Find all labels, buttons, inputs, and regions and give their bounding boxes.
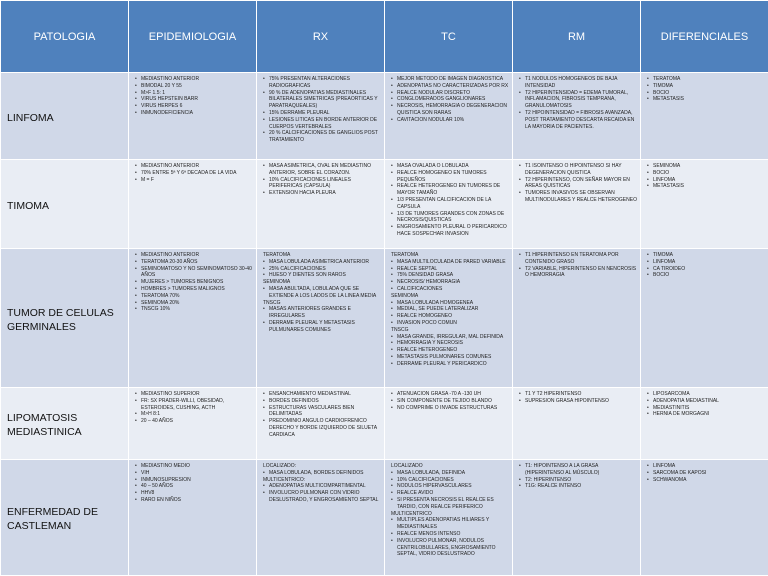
cell-rx: [257, 249, 385, 388]
bullet-item: • INVASION POCO COMUN: [397, 320, 509, 327]
subheading: MULTICENTRICO:: [263, 477, 381, 484]
pathology-name: LINFOMA: [1, 73, 129, 160]
bullet-list: [646, 76, 765, 103]
cell-dif: [641, 249, 768, 388]
cell-tc: [385, 460, 513, 576]
bullet-item: • BOCIO: [653, 170, 765, 177]
bullet-list: [390, 252, 509, 368]
bullet-item: • INMUNOSUPRESION: [141, 477, 253, 484]
cell-rm: [513, 388, 641, 460]
bullet-item: • TUMORES INVASIVOS SE OBSERVAN MULTINODULARES Y REALCE HETEROGENEO: [525, 190, 637, 204]
bullet-item: • INMUNODEFICIENCIA: [141, 110, 253, 117]
subheading: TERATOMA: [391, 252, 509, 259]
bullet-item: • RARO EN NIÑOS: [141, 497, 253, 504]
bullet-item: • LINFOMA: [653, 463, 765, 470]
bullet-item: • CA TIROIDEO: [653, 266, 765, 273]
bullet-item: • ADENOPATIAS MULTICOMPARTIMENTAL: [269, 483, 381, 490]
table-row: [1, 160, 768, 249]
subheading: LOCALIZADO: [391, 463, 509, 470]
bullet-item: • METASTASIS: [653, 96, 765, 103]
cell-epi: [129, 160, 257, 249]
bullet-item: • 75% DENSIDAD GRASA: [397, 272, 509, 279]
cell-rm: [513, 73, 641, 160]
bullet-list: [134, 391, 253, 425]
bullet-list: [390, 163, 509, 238]
bullet-list: [518, 252, 637, 279]
pathology-name: LIPOMATOSIS MEDIASTINICA: [1, 388, 129, 460]
cell-epi: [129, 73, 257, 160]
bullet-item: • T1G: REALCE INTENSO: [525, 483, 637, 490]
header-diferenciales: DIFERENCIALES: [641, 1, 768, 73]
bullet-list: [262, 391, 381, 439]
bullet-item: • CAVITACION NODULAR 10%: [397, 117, 509, 124]
pathology-name: TIMOMA: [1, 160, 129, 249]
cell-tc: [385, 388, 513, 460]
bullet-item: • 20 % CALCIFICACIONES DE GANGLIOS POST TRATAMIENTO: [269, 130, 381, 144]
bullet-item: • T2 HIPERINTENSIDAD = EDEMA TUMORAL, INFLAMACION, FIBROSIS TEMPRANA, GRANULOMATOSIS: [525, 90, 637, 110]
table-row: [1, 460, 768, 576]
bullet-item: • HUESO Y DIENTES SON RAROS: [269, 272, 381, 279]
bullet-item: • MASA ABULTADA, LOBULADA QUE SE EXTIENDE A LOS LADOS DE LA LINEA MEDIA: [269, 286, 381, 300]
bullet-item: • MEDIASTINITIS: [653, 405, 765, 412]
pathology-name: TUMOR DE CELULAS GERMINALES: [1, 249, 129, 388]
cell-rx: [257, 388, 385, 460]
bullet-item: • 75% PRESENTAN ALTERACIONES RADIOGRAFICAS: [269, 76, 381, 90]
bullet-item: • ADENOPATIAS NO CARACTERIZADAS POR RX: [397, 83, 509, 90]
bullet-item: • HERNIA DE MORGAGNI: [653, 411, 765, 418]
bullet-item: • DERRAME PLEURAL Y PERICARDICO: [397, 361, 509, 368]
bullet-item: • M>H 8:1: [141, 411, 253, 418]
bullet-list: [134, 252, 253, 313]
bullet-item: • MEJOR METODO DE IMAGEN DIAGNOSTICA: [397, 76, 509, 83]
bullet-item: • 70% ENTRE 5ª Y 6ª DECADA DE LA VIDA: [141, 170, 253, 177]
bullet-item: • T2 HIPERINTENSO, CON SEÑAR MAYOR EN AREAS QUISTICAS: [525, 177, 637, 191]
bullet-list: [518, 463, 637, 490]
bullet-item: • M>F 1.5: 1: [141, 90, 253, 97]
cell-rx: [257, 460, 385, 576]
bullet-item: • BIMODAL 20 Y 55: [141, 83, 253, 90]
bullet-item: • VIRUS HEPSTEIN BARR: [141, 96, 253, 103]
bullet-item: • SEMINOMA: [653, 163, 765, 170]
bullet-item: • MASA LOBULADA, DEFINIDA: [397, 470, 509, 477]
bullet-item: • 20 – 40 AÑOS: [141, 418, 253, 425]
bullet-item: • TIMOMA: [653, 83, 765, 90]
bullet-item: • MEDIASTINO SUPERIOR: [141, 391, 253, 398]
bullet-list: [646, 252, 765, 279]
bullet-item: • INVOLUCRO PULMONAR CON VIDRIO DESLUSTRADO, Y ENGROSAMIENTO SEPTAL: [269, 490, 381, 504]
bullet-list: [262, 252, 381, 334]
bullet-item: • T1 HIPERINTENSO EN TERATOMA POR CONTENIDO GRASO: [525, 252, 637, 266]
bullet-item: • MULTIPLES ADENOPATIAS HILIARES Y MEDIASTINALES: [397, 517, 509, 531]
bullet-item: • REALCE HOMOGENEO: [397, 313, 509, 320]
cell-epi: [129, 388, 257, 460]
cell-rm: [513, 460, 641, 576]
bullet-item: • T2: HIPERINTENSO: [525, 477, 637, 484]
table-row: [1, 388, 768, 460]
bullet-item: • MUJERES > TUMORES BENIGNOS: [141, 279, 253, 286]
header-patologia: PATOLOGIA: [1, 1, 129, 73]
cell-rx: [257, 160, 385, 249]
bullet-item: • 40 – 50 AÑOS: [141, 483, 253, 490]
bullet-item: • REALCE HETEROGENEO EN TUMORES DE MAYOR TAMAÑO: [397, 183, 509, 197]
header-tc: TC: [385, 1, 513, 73]
bullet-item: • ADENOPATIA MEDIASTINAL: [653, 398, 765, 405]
subheading: TERATOMA: [263, 252, 381, 259]
bullet-item: • NO COMPRIME O INVADE ESTRUCTURAS: [397, 405, 509, 412]
cell-tc: [385, 249, 513, 388]
bullet-item: • MASA GRANDE, IRREGULAR, MAL DEFINIDA: [397, 334, 509, 341]
bullet-item: • HHV8: [141, 490, 253, 497]
table-row: [1, 73, 768, 160]
bullet-item: • REALCE AVIDO: [397, 490, 509, 497]
subheading: TNSCG: [391, 327, 509, 334]
bullet-list: [134, 463, 253, 504]
bullet-item: • ATENUACION GRASA -70 A -130 UH: [397, 391, 509, 398]
bullet-item: • MEDIASTINO ANTERIOR: [141, 163, 253, 170]
header-rx: RX: [257, 1, 385, 73]
bullet-list: [262, 163, 381, 197]
subheading: LOCALIZADO:: [263, 463, 381, 470]
bullet-item: • MASAS ANTERIORES GRANDES E IRREGULARES: [269, 306, 381, 320]
bullet-item: • 10% CALCIFICACIONES: [397, 477, 509, 484]
bullet-item: • T2 HIPOINTENSIDAD = FIBROSIS AVANZADA, POST TRATAMIENTO DESCARTA RECAIDA EN LA MAYORIA DE PACIENTES.: [525, 110, 637, 130]
subheading: SEMINOMA: [391, 293, 509, 300]
bullet-item: • VIRUS HERPES 6: [141, 103, 253, 110]
bullet-item: • M = F: [141, 177, 253, 184]
cell-epi: [129, 249, 257, 388]
bullet-item: • NODULOS HIPERVASCULARES: [397, 483, 509, 490]
subheading: SEMINOMA: [263, 279, 381, 286]
cell-dif: [641, 460, 768, 576]
bullet-item: • LINFOMA: [653, 259, 765, 266]
bullet-list: [518, 391, 637, 405]
bullet-item: • BOCIO: [653, 90, 765, 97]
bullet-item: • BOCIO: [653, 272, 765, 279]
bullet-item: • REALCE MENOS INTENSO: [397, 531, 509, 538]
bullet-list: [646, 463, 765, 483]
bullet-item: • TERATOMA 70%: [141, 293, 253, 300]
bullet-list: [262, 463, 381, 504]
bullet-item: • MASA ASIMETRICA, OVAL EN MEDIASTINO ANTERIOR, SOBRE EL CORAZON.: [269, 163, 381, 177]
bullet-item: • LESIONES LITICAS EN BORDE ANTERIOR DE CUERPOS VERTEBRALES: [269, 117, 381, 131]
bullet-list: [262, 76, 381, 144]
bullet-item: • MASA LOBULADA ASIMETRICA ANTERIOR: [269, 259, 381, 266]
bullet-item: • ENSANCHAMIENTO MEDIASTINAL: [269, 391, 381, 398]
cell-rm: [513, 249, 641, 388]
bullet-item: • BORDES DEFINIDOS: [269, 398, 381, 405]
subheading: MULTICENTRICO: [391, 511, 509, 518]
bullet-list: [390, 76, 509, 124]
bullet-item: • 25% CALCIFICACIONES: [269, 266, 381, 273]
bullet-list: [646, 391, 765, 418]
bullet-item: • REALCE SEPTAL: [397, 266, 509, 273]
bullet-item: • MEDIASTINO ANTERIOR: [141, 76, 253, 83]
bullet-item: • MASA OVALADA O LOBULADA: [397, 163, 509, 170]
bullet-item: • SI PRESENTA NECROSIS EL REALCE ES TARDIO, CON REALCE PERIFERICO: [397, 497, 509, 511]
bullet-item: • SIN COMPONENTE DE TEJIDO BLANDO: [397, 398, 509, 405]
bullet-item: • METASTASIS: [653, 183, 765, 190]
cell-tc: [385, 160, 513, 249]
bullet-list: [518, 163, 637, 204]
bullet-list: [390, 391, 509, 411]
bullet-item: • LINFOMA: [653, 177, 765, 184]
bullet-item: • T1 ISOINTENSO O HIPOINTENSO SI HAY DEGENERACION QUISTICA: [525, 163, 637, 177]
bullet-item: • MEDIASTINO MEDIO: [141, 463, 253, 470]
bullet-item: • ENGROSAMIENTO PLEURAL O PERICARDICO HACE SOSPECHAR INVASION: [397, 224, 509, 238]
bullet-item: • SCHWANOMA: [653, 477, 765, 484]
bullet-item: • 15% DERRAME PLEURAL: [269, 110, 381, 117]
bullet-item: • INVOLUCRO PULMONAR, NODULOS CENTRILOBULLARES, ENGROSAMIENTO SEPTAL, VIDRIO DESLUSTRADO: [397, 538, 509, 558]
bullet-item: • SEMINOMATOSO Y NO SEMINOMATOSO 30-40 AÑOS: [141, 266, 253, 280]
bullet-item: • PREDOMINIO ANGULO CARDIOFRENICO DERECHO Y BORDE IZQUIERDO DE SILUETA CARDIACA: [269, 418, 381, 438]
bullet-item: • LIPOSARCOMA: [653, 391, 765, 398]
bullet-item: • REALCE HOMOGENEO EN TUMORES PEQUEÑOS: [397, 170, 509, 184]
bullet-item: • 1/3 DE TUMORES GRANDES CON ZONAS DE NECROSIS/QUISTICAS: [397, 211, 509, 225]
table-row: [1, 249, 768, 388]
cell-tc: [385, 73, 513, 160]
bullet-item: • HEMORRAGIA Y NECROSIS: [397, 340, 509, 347]
bullet-item: • SEMINOMA 20%: [141, 300, 253, 307]
cell-dif: [641, 73, 768, 160]
pathology-name: ENFERMEDAD DE CASTLEMAN: [1, 460, 129, 576]
bullet-list: [134, 163, 253, 183]
cell-epi: [129, 460, 257, 576]
header-row: [1, 1, 768, 73]
bullet-item: • SUPRESION GRASA HIPOINTENSO: [525, 398, 637, 405]
bullet-item: • 10% CALCIFICACIONES LINEALES PERIFERICAS (CAPSULA): [269, 177, 381, 191]
subheading: TNSCG: [263, 300, 381, 307]
cell-rm: [513, 160, 641, 249]
bullet-item: • MASA MULTILOCULADA DE PARED VARIABLE: [397, 259, 509, 266]
cell-dif: [641, 388, 768, 460]
bullet-item: • 90 % DE ADENOPATIAS MEDIASTINALES BILATERALES SIMETRICAS (PREAORTICAS Y PARATRAQUEALES): [269, 90, 381, 110]
bullet-item: • TERATOMA 20-30 AÑOS: [141, 259, 253, 266]
bullet-item: • TNSCG 10%: [141, 306, 253, 313]
bullet-item: • REALCE NODULAR DISCRETO: [397, 90, 509, 97]
cell-rx: [257, 73, 385, 160]
bullet-item: • TIMOMA: [653, 252, 765, 259]
bullet-item: • VIH: [141, 470, 253, 477]
bullet-item: • T1 Y T2 HIPERINTENSO: [525, 391, 637, 398]
bullet-item: • HOMBRES > TUMORES MALIGNOS: [141, 286, 253, 293]
bullet-list: [646, 163, 765, 190]
bullet-item: • FR: SX PRADER-WILLI, OBESIDAD, ESTEROIDES, CUSHING, ACTH: [141, 398, 253, 412]
bullet-item: • MASA LOBULADA, BORDES DEFINIDOS: [269, 470, 381, 477]
bullet-item: • REALCE HETEROGENEO: [397, 347, 509, 354]
bullet-list: [518, 76, 637, 130]
bullet-item: • NECROSIS/ HEMORRAGIA: [397, 279, 509, 286]
bullet-item: • T1: HIPOINTENSO A LA GRASA (HIPERINTENSO AL MÚSCULO): [525, 463, 637, 477]
bullet-item: • SARCOMA DE KAPOSI: [653, 470, 765, 477]
bullet-item: • ESTRUCTURAS VASCULARES BIEN DELIMITADAS: [269, 405, 381, 419]
bullet-item: • MEDIASTINO ANTERIOR: [141, 252, 253, 259]
bullet-list: [134, 76, 253, 117]
header-rm: RM: [513, 1, 641, 73]
header-epidemiologia: EPIDEMIOLOGIA: [129, 1, 257, 73]
bullet-list: [390, 463, 509, 558]
bullet-item: • MASA LOBULADA HOMOGENEA: [397, 300, 509, 307]
bullet-item: • T2 VARIABLE, HIPERINTENSO EN NENCROSIS O HEMORRAGIA: [525, 266, 637, 280]
bullet-item: • CALCIFICACIONES: [397, 286, 509, 293]
bullet-item: • METASTASIS PULMONARES COMUNES: [397, 354, 509, 361]
bullet-item: • MEDIAL, SE PUEDE LATERALIZAR: [397, 306, 509, 313]
bullet-item: • NECROSIS, HEMORRAGIA O DEGENERACION QUISTICA SON RARAS: [397, 103, 509, 117]
bullet-item: • DERRAME PLEURAL Y METASTASIS PULMUNARES COMUNES: [269, 320, 381, 334]
bullet-item: • CONGLOMERADOS GANGLIONARES: [397, 96, 509, 103]
bullet-item: • T1 NODULOS HOMOGENEOS DE BAJA INTENSIDAD: [525, 76, 637, 90]
bullet-item: • 1/3 PRESENTAN CALCIFICACION DE LA CAPSULA: [397, 197, 509, 211]
bullet-item: • TERATOMA: [653, 76, 765, 83]
bullet-item: • EXTENSION HACIA PLEURA: [269, 190, 381, 197]
cell-dif: [641, 160, 768, 249]
